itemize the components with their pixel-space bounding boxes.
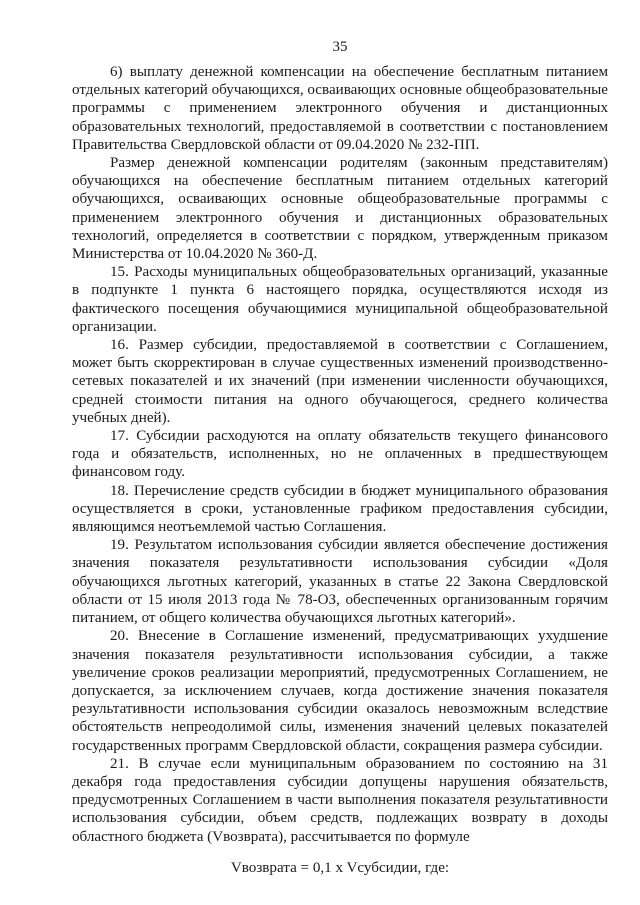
paragraph-compensation-size: Размер денежной компенсации родителям (законным представителям) обучающихся на обеспечение бесплатным питанием отдельных категорий обучающихся, осваивающих основные общеобразовательные программы с применением электронного обучения и дистанционных образовательных технологий, определяется в соответствии с порядком, утвержденным приказом Министерства от 10.04.2020 № 360-Д. — [72, 155, 608, 263]
paragraph-18: 18. Перечисление средств субсидии в бюджет муниципального образования осуществляется в сроки, установленные графиком предоставления субсидии, являющимся неотъемлемой частью Соглашения. — [72, 482, 608, 536]
paragraph-17: 17. Субсидии расходуются на оплату обязательств текущего финансового года и обязательств, исполненных, но не оплаченных в предшествующем финансовом году. — [72, 428, 608, 481]
paragraph-19: 19. Результатом использования субсидии является обеспечение достижения значения показателя результативности использования субсидии «Доля обучающихся льготных категорий, указанных в статье 22 Закона Свердловской области от 15 июля 2013 года № 78-ОЗ, обеспеченных организованным горячим питанием, от общего количества обучающихся льготных категорий». — [72, 537, 608, 627]
document-body — [72, 63, 608, 877]
paragraph-16: 16. Размер субсидии, предоставляемой в соответствии с Соглашением, может быть скорректирован в случае существенных изменений производственно-сетевых показателей и их значений (при изменении численности обучающихся, средней стоимости питания на одного обучающегося, среднего количества учебных дней). — [72, 337, 608, 426]
page-number: 35 — [332, 39, 348, 55]
paragraph-15: 15. Расходы муниципальных общеобразовательных организаций, указанные в подпункте 1 пункта 6 настоящего порядка, осуществляются исходя из фактического посещения обучающимися муниципальной общеобразовательной организации. — [72, 264, 608, 335]
paragraph-20: 20. Внесение в Соглашение изменений, предусматривающих ухудшение значения показателя результативности использования субсидии, а также увеличение сроков реализации мероприятий, предусмотренных Соглашением, не допускается, за исключением случаев, когда достижение значения показателя результативности использования субсидии оказалось невозможным вследствие обстоятельств непреодолимой силы, изменения значений целевых показателей государственных программ Свердловской области, сокращения размера субсидии. — [72, 628, 608, 754]
paragraph-21: 21. В случае если муниципальным образованием по состоянию на 31 декабря года предоставления субсидии допущены нарушения обязательств, предусмотренных Соглашением в части выполнения показателя результативности использования субсидии, объем средств, подлежащих возврату в доходы областного бюджета (Vвозврата), рассчитывается по формуле — [72, 755, 608, 845]
formula: Vвозврата = 0,1 x Vсубсидии, где: — [230, 859, 450, 876]
document-page — [72, 0, 608, 905]
paragraph-6-compensation: 6) выплату денежной компенсации на обеспечение бесплатным питанием отдельных категорий обучающихся, осваивающих основные общеобразовательные программы с применением электронного обучения и дистанционных образовательных технологий, предоставляемой в соответствии с постановлением Правительства Свердловской области от 09.04.2020 № 232-ПП. — [72, 64, 609, 153]
